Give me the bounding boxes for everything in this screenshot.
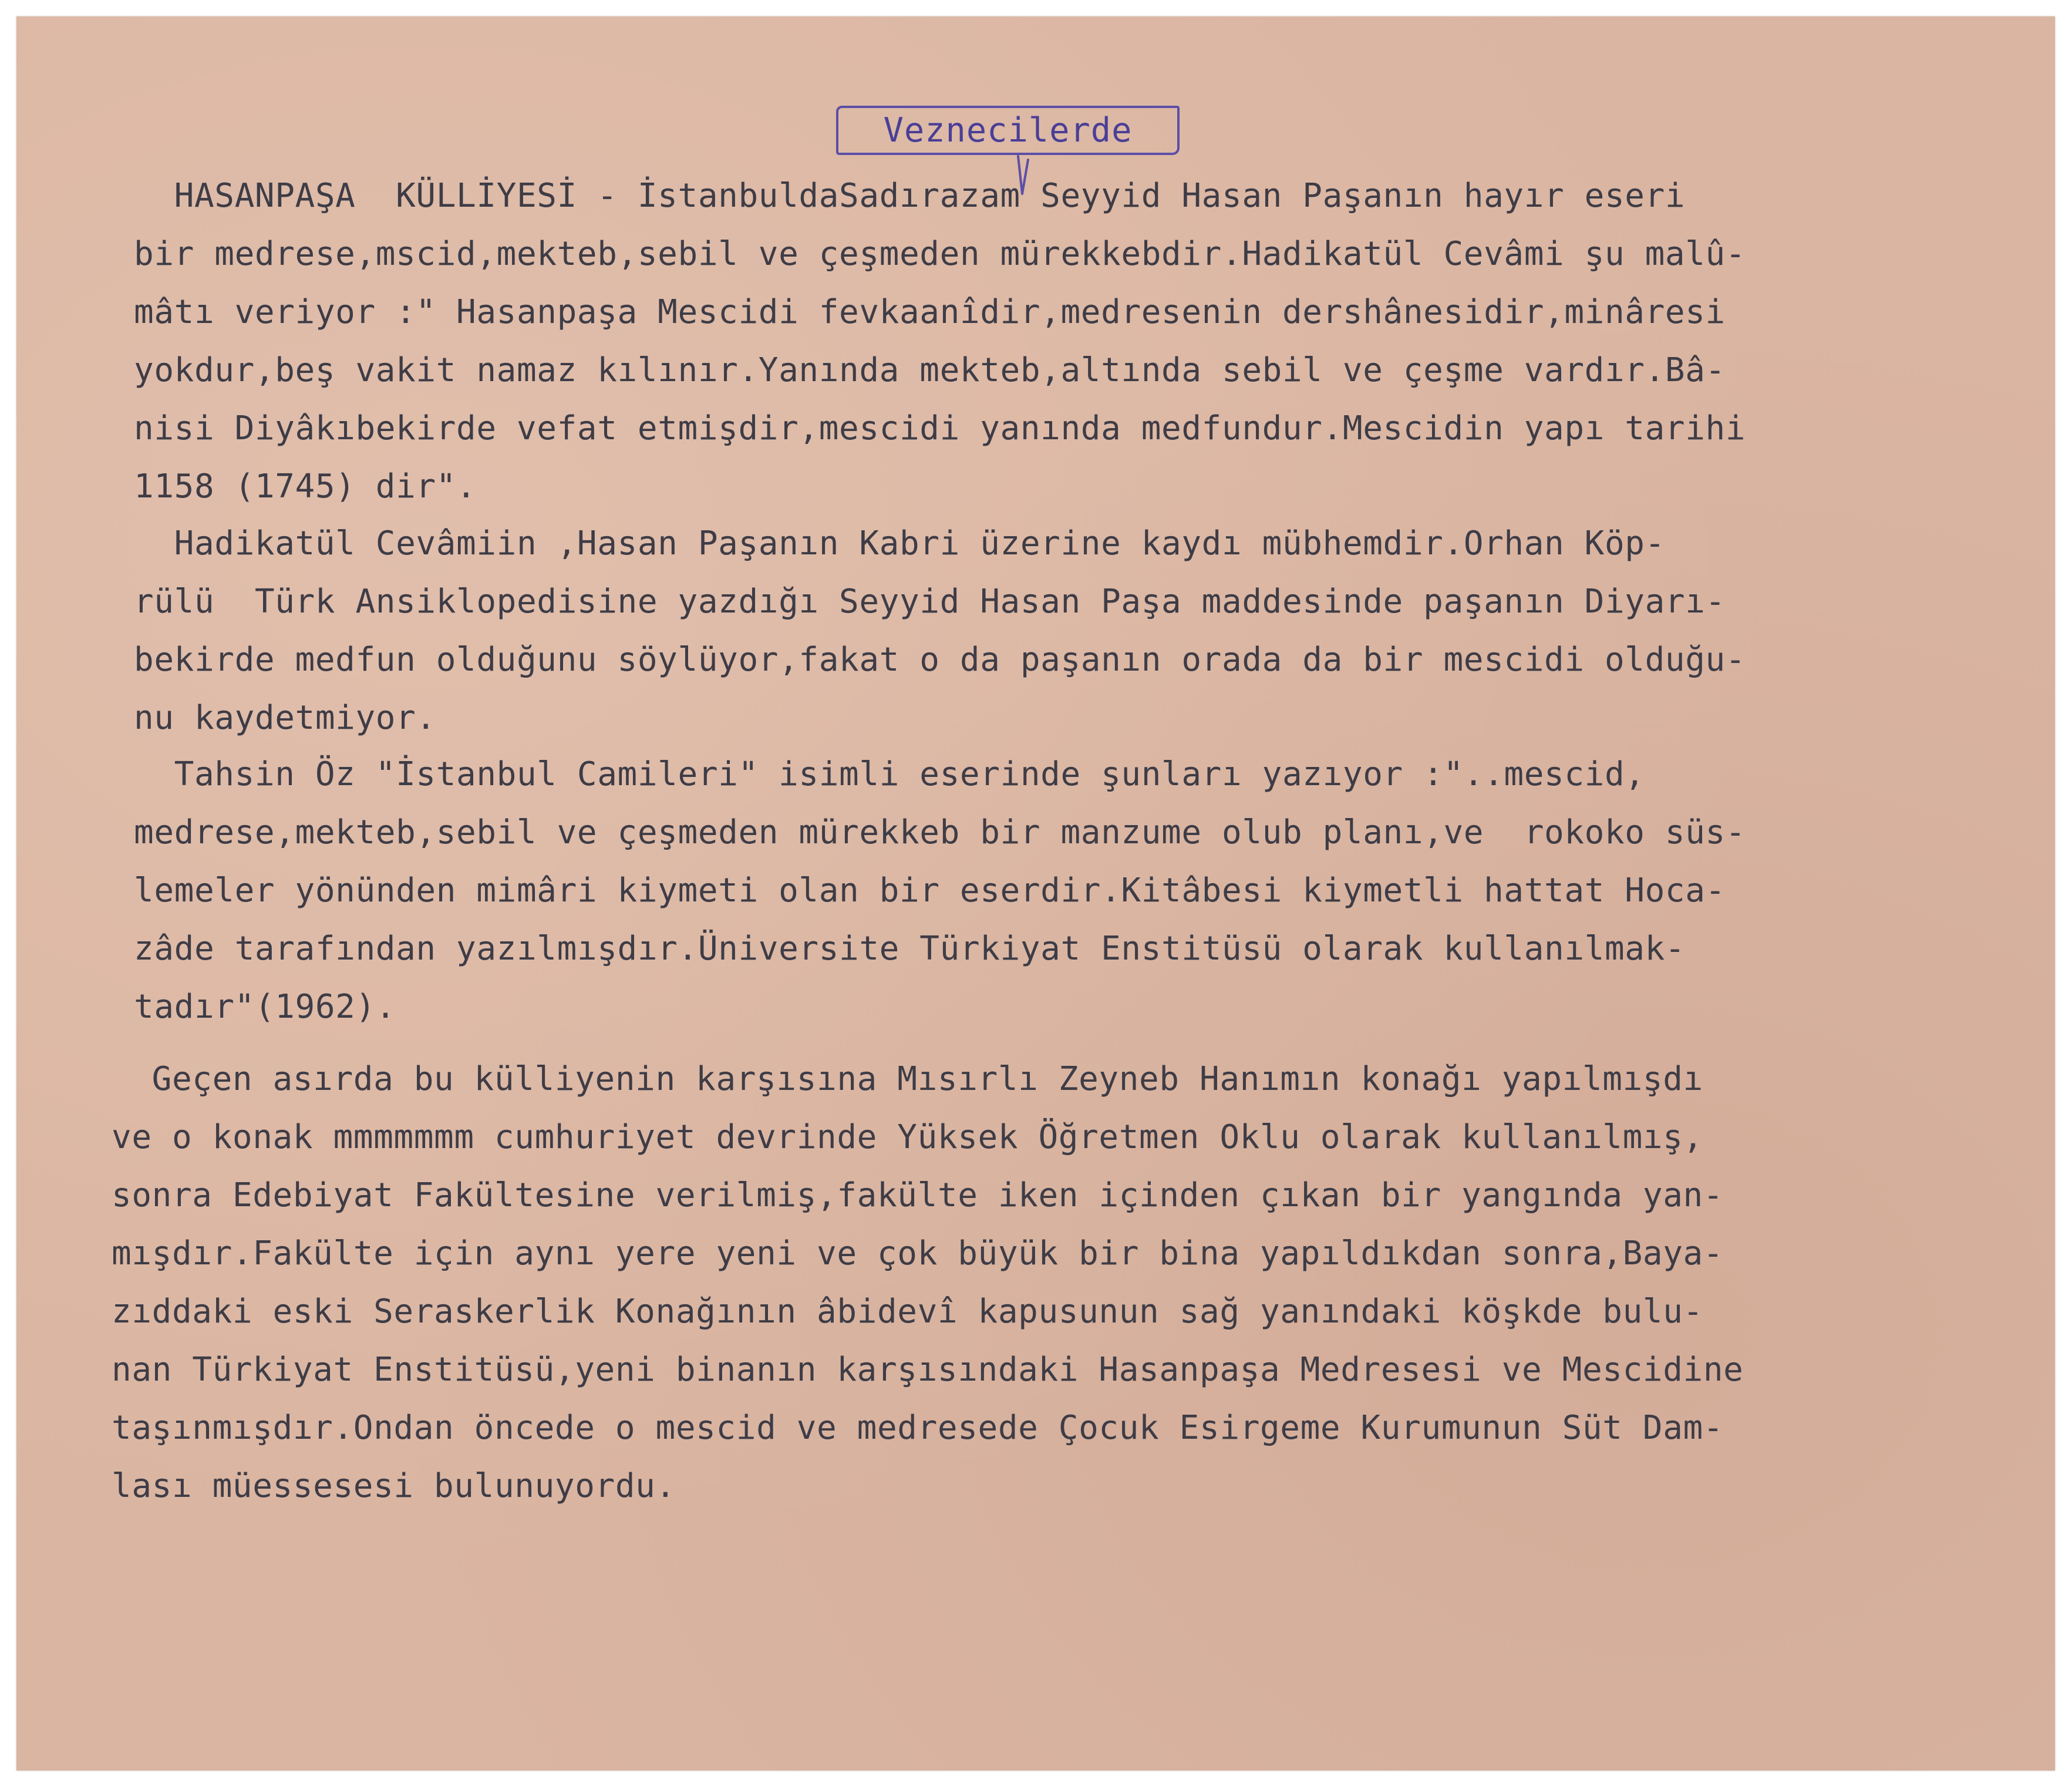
text-line: lemeler yönünden mimâri kiymeti olan bir eserdir.Kitâbesi kiymetli hattat Hoca- bbox=[134, 871, 1726, 910]
text-line: Hadikatül Cevâmiin ,Hasan Paşanın Kabri üzerine kaydı mübhemdir.Orhan Köp- bbox=[134, 524, 1665, 563]
paragraph-konak-history bbox=[112, 1050, 1744, 1515]
text-line: taşınmışdır.Ondan öncede o mescid ve medresede Çocuk Esirgeme Kurumunun Süt Dam- bbox=[112, 1409, 1724, 1447]
text-line: lası müessesesi bulunuyordu. bbox=[112, 1467, 676, 1505]
text-line: bir medrese,mscid,mekteb,sebil ve çeşmeden mürekkebdir.Hadikatül Cevâmi şu malû- bbox=[134, 235, 1746, 273]
text-line: medrese,mekteb,sebil ve çeşmeden mürekkeb bir manzume olub planı,ve rokoko süs- bbox=[134, 813, 1746, 852]
paragraph-tahsin-oz-quote bbox=[134, 745, 1746, 1036]
text-line: nan Türkiyat Enstitüsü,yeni binanın karşısındaki Hasanpaşa Medresesi ve Mescidine bbox=[112, 1351, 1744, 1389]
text-line: Geçen asırda bu külliyenin karşısına Mısırlı Zeyneb Hanımın konağı yapılmışdı bbox=[112, 1060, 1703, 1098]
text-line: sonra Edebiyat Fakültesine verilmiş,fakülte iken içinden çıkan bir yangında yan- bbox=[112, 1176, 1724, 1214]
text-line: rülü Türk Ansiklopedisine yazdığı Seyyid Hasan Paşa maddesinde paşanın Diyarı- bbox=[134, 583, 1726, 621]
text-line: nu kaydetmiyor. bbox=[134, 699, 436, 737]
text-line: bekirde medfun olduğunu söylüyor,fakat o da paşanın orada da bir mescidi olduğu- bbox=[134, 641, 1746, 679]
typed-page bbox=[16, 16, 2055, 1771]
text-line: zâde tarafından yazılmışdır.Üniversite Türkiyat Enstitüsü olarak kullanılmak- bbox=[134, 930, 1686, 968]
text-line: 1158 (1745) dir". bbox=[134, 467, 477, 506]
text-line: mâtı veriyor :" Hasanpaşa Mescidi fevkaanîdir,medresenin dershânesidir,minâresi bbox=[134, 293, 1726, 331]
text-line: nisi Diyâkıbekirde vefat etmişdir,mescidi yanında medfundur.Mescidin yapı tarihi bbox=[134, 409, 1746, 447]
text-line: HASANPAŞA KÜLLİYESİ - İstanbuldaSadırazam Seyyid Hasan Paşanın hayır eseri bbox=[134, 177, 1686, 215]
paragraph-kabir-note bbox=[134, 514, 1746, 747]
text-line: Tahsin Öz "İstanbul Camileri" isimli eserinde şunları yazıyor :"..mescid, bbox=[134, 755, 1645, 793]
text-line: tadır"(1962). bbox=[134, 988, 396, 1026]
text-line: zıddaki eski Seraskerlik Konağının âbidevî kapusunun sağ yanındaki köşkde bulu- bbox=[112, 1293, 1703, 1331]
text-line: yokdur,beş vakit namaz kılınır.Yanında mekteb,altında sebil ve çeşme vardır.Bâ- bbox=[134, 351, 1726, 389]
text-line: ve o konak mmmmmmm cumhuriyet devrinde Yüksek Öğretmen Oklu olarak kullanılmış, bbox=[112, 1118, 1703, 1156]
text-line: mışdır.Fakülte için aynı yere yeni ve çok büyük bir bina yapıldıkdan sonra,Baya- bbox=[112, 1234, 1724, 1273]
location-stamp: Veznecilerde bbox=[836, 106, 1180, 155]
paragraph-kulliye-intro bbox=[134, 167, 1746, 516]
